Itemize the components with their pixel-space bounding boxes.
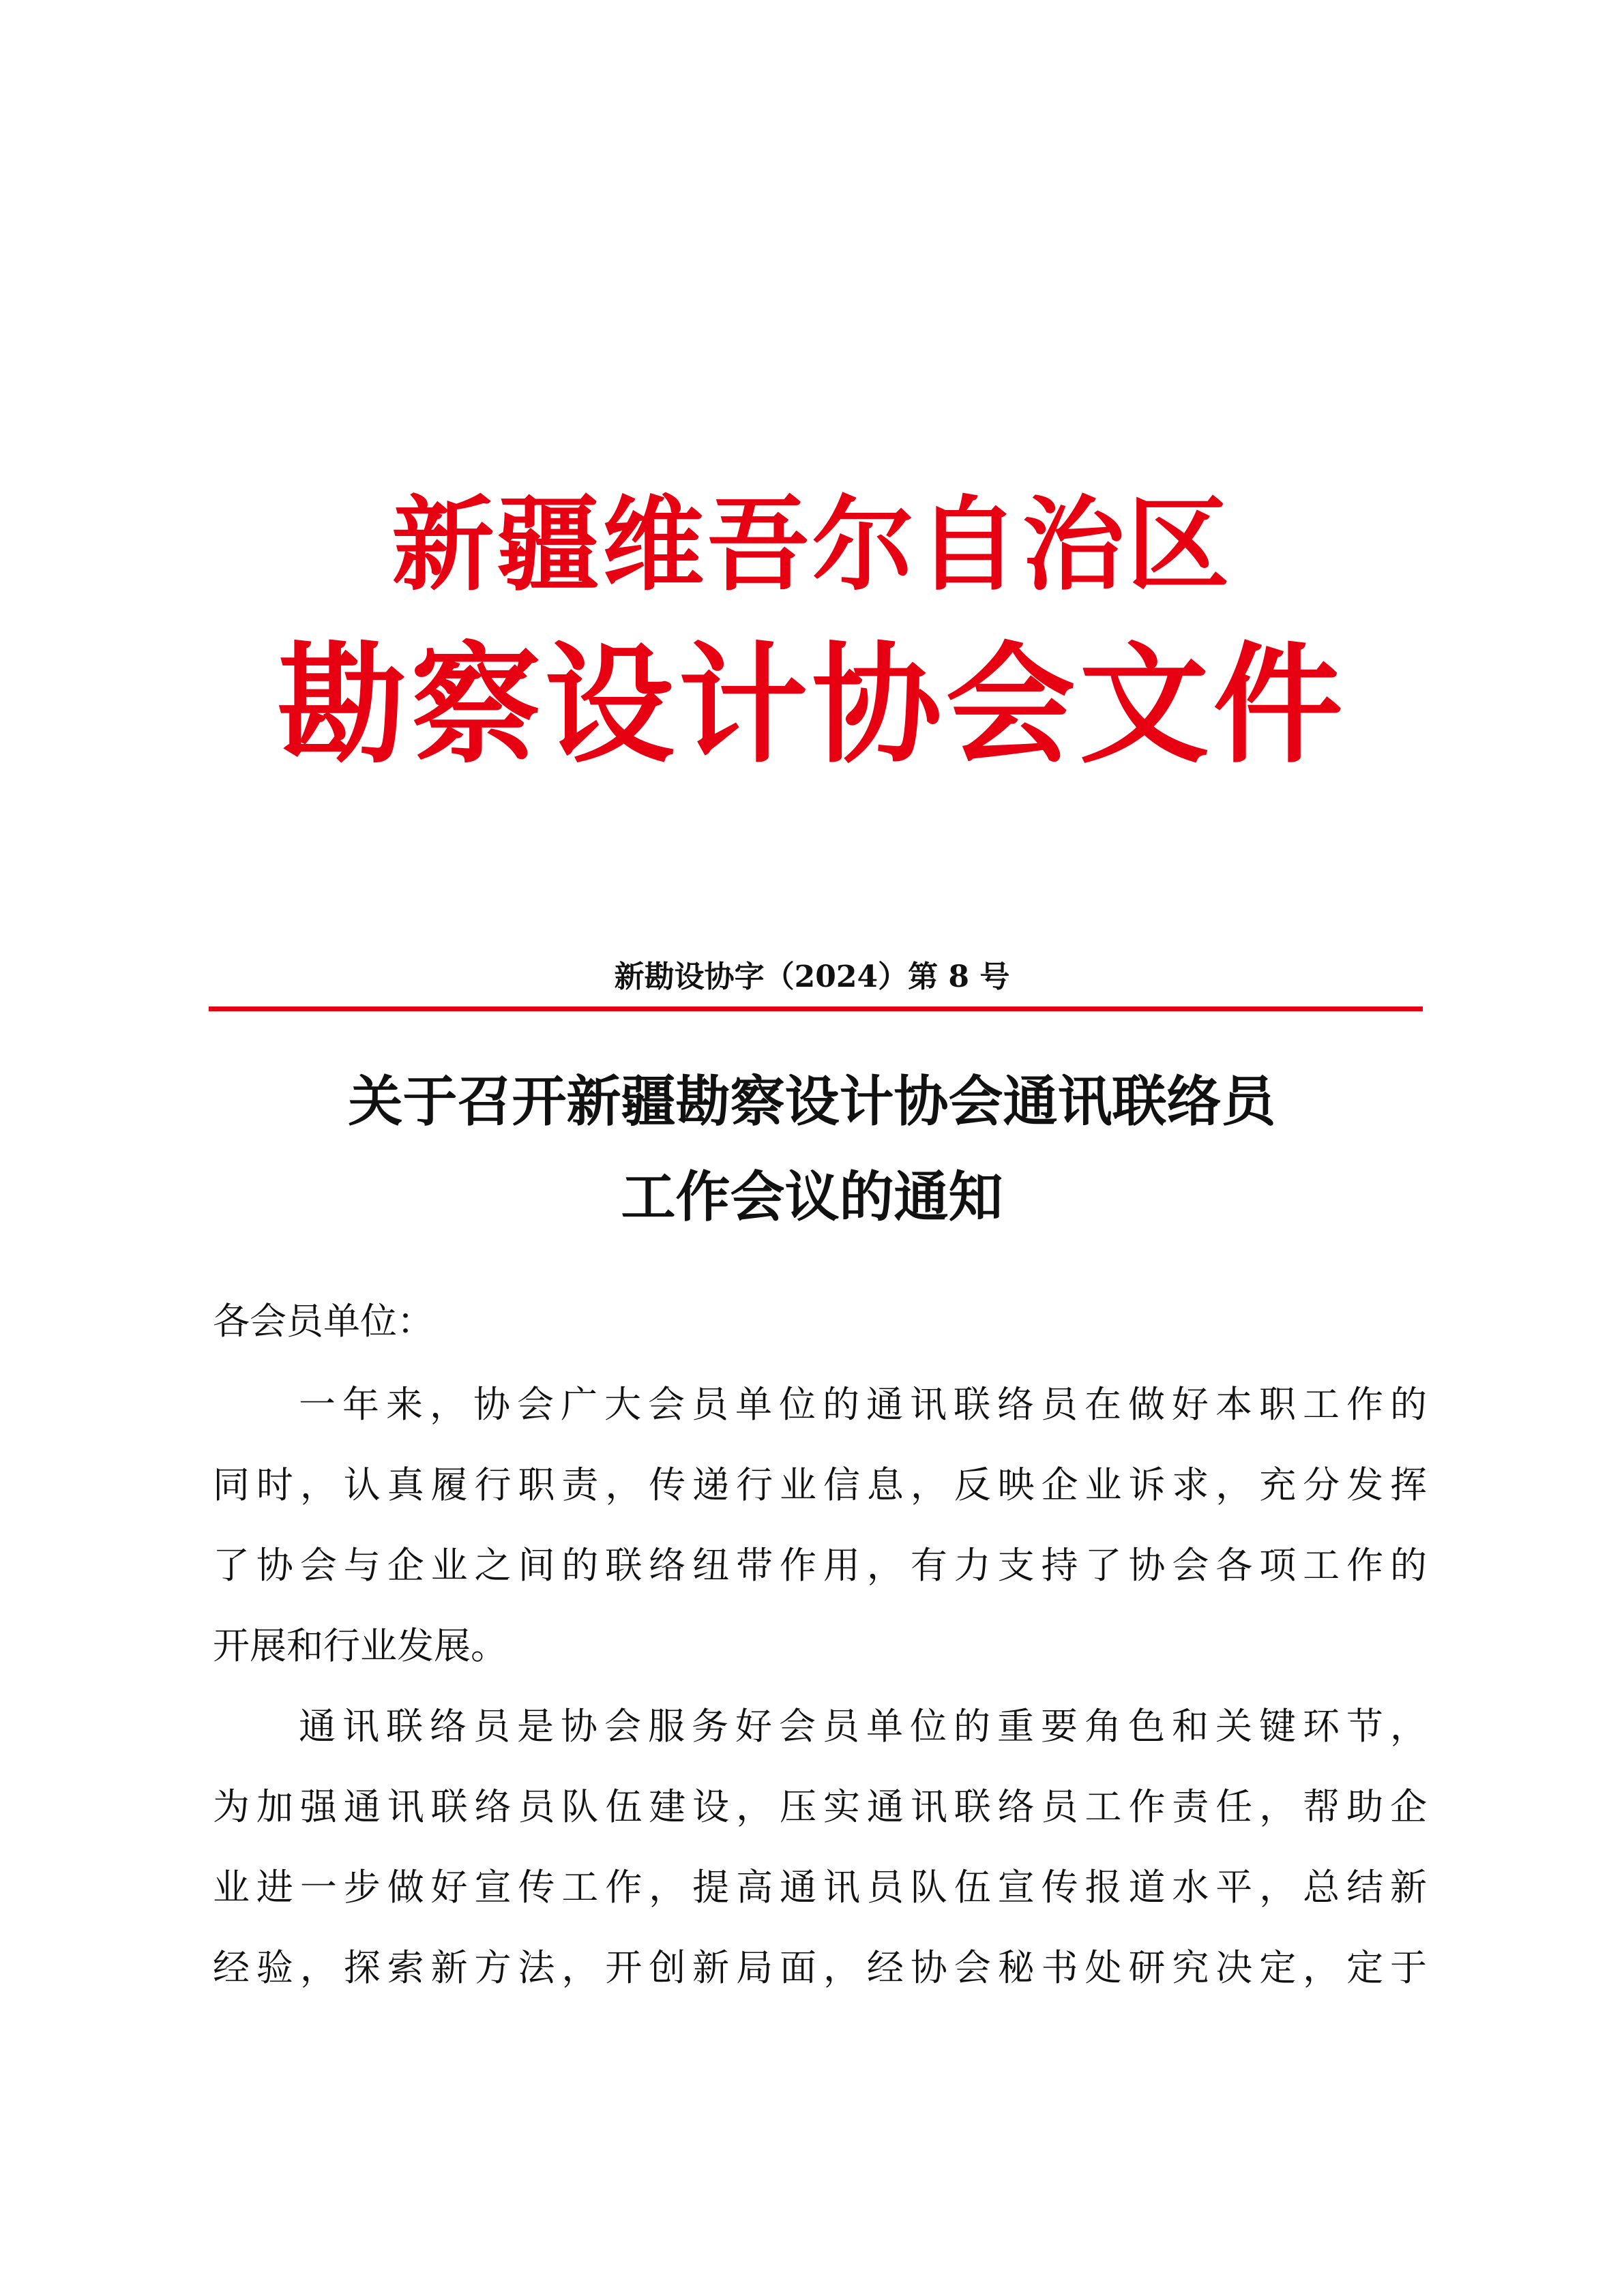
paragraph1-line: 一年来，协会广大会员单位的通讯联络员在做好本职工作的 [299,1383,1427,1426]
paragraph2-line: 业进一步做好宣传工作，提高通讯员队伍宣传报道水平，总结新 [213,1866,1427,1909]
document-title-line1: 关于召开新疆勘察设计协会通讯联络员 [348,1069,1276,1133]
paragraph2-line: 为加强通讯联络员队伍建设，压实通讯联络员工作责任，帮助企 [213,1785,1427,1828]
paragraph1-line: 开展和行业发展。 [213,1624,507,1667]
issuer-header-line1: 新疆维吾尔自治区 [392,486,1232,605]
document-number: 新勘设协字（2024）第 8 号 [614,959,1010,994]
paragraph2-line: 经验，探索新方法，开创新局面，经协会秘书处研究决定，定于 [213,1946,1427,1989]
paragraph1-line: 了协会与企业之间的联络纽带作用，有力支持了协会各项工作的 [213,1544,1427,1587]
document-title-line2: 工作会议的通知 [621,1165,1003,1229]
red-separator-line [209,1007,1423,1011]
issuer-header-line2: 勘察设计协会文件 [277,630,1347,781]
paragraph2-line: 通讯联络员是协会服务好会员单位的重要角色和关键环节， [299,1705,1427,1748]
salutation: 各会员单位： [213,1300,434,1343]
paragraph1-line: 同时，认真履行职责，传递行业信息，反映企业诉求，充分发挥 [213,1463,1427,1506]
